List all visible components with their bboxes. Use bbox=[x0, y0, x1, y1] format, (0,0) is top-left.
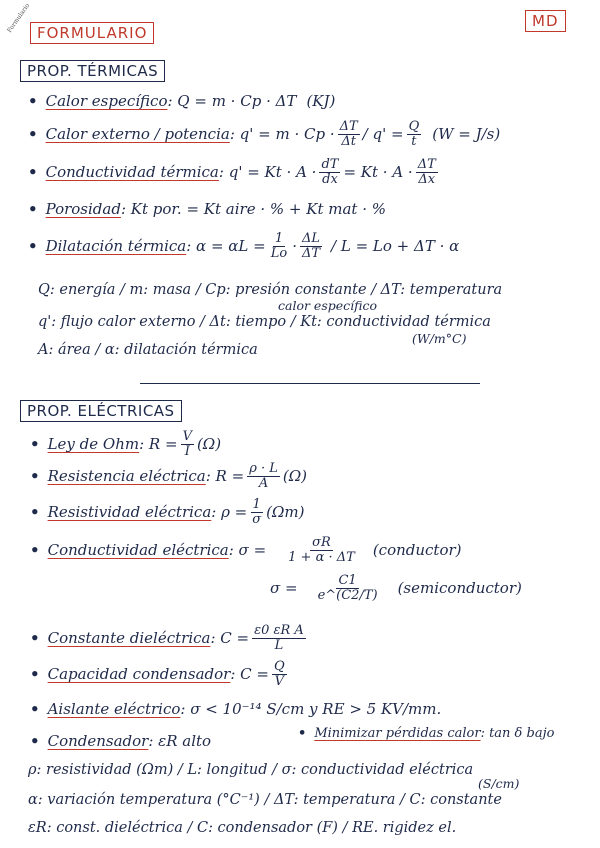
formula-note: (conductor) bbox=[372, 541, 462, 560]
legend-subnote: (W/m°C) bbox=[412, 331, 467, 346]
term-label: Calor externo / potencia bbox=[45, 125, 230, 144]
formula-expression: : q' = m · Cp · bbox=[229, 125, 335, 144]
bullet-icon: • bbox=[28, 200, 38, 218]
term-label: Porosidad bbox=[45, 200, 121, 218]
legend-line: α: variación temperatura (°C⁻¹) / ΔT: temperatura / C: constante bbox=[28, 792, 502, 808]
formula-minimizar-perdidas bbox=[298, 726, 554, 741]
fraction: $\frac{\Delta L}{\Delta T}$ bbox=[301, 231, 321, 261]
formula-expression: : C = bbox=[230, 665, 269, 684]
bullet-icon: • bbox=[30, 467, 40, 486]
fraction: $\frac{C1}{e\^{}(C2/T)}$ bbox=[317, 573, 378, 603]
bullet-icon: • bbox=[30, 700, 40, 718]
formula-expression: : tan δ bajo bbox=[480, 726, 555, 741]
bullet-icon: • bbox=[28, 125, 38, 144]
formula-expression: : σ = bbox=[228, 541, 267, 560]
formula-expression: σ = bbox=[270, 579, 298, 598]
legend-line: A: área / α: dilatación térmica bbox=[38, 342, 258, 358]
formula-ley-ohm bbox=[30, 430, 221, 458]
legend-line: ρ: resistividad (Ωm) / L: longitud / σ: conductividad eléctrica bbox=[28, 762, 474, 778]
formula-expression: : q' = Kt · A · bbox=[218, 163, 317, 182]
term-label: Calor específico bbox=[45, 92, 168, 110]
term-label: Conductividad térmica bbox=[45, 163, 219, 182]
formula-conductividad-electrica bbox=[30, 536, 462, 564]
formula-expression: : Q = m · Cp · ΔT bbox=[167, 92, 297, 110]
term-label: Aislante eléctrico bbox=[47, 700, 181, 718]
fraction: $\frac{\Delta T}{\Delta x}$ bbox=[417, 157, 436, 187]
fraction: $\frac{Q}{V}$ bbox=[274, 659, 285, 689]
formula-units: (Ω) bbox=[196, 435, 222, 454]
formula-dilatacion-termica bbox=[28, 232, 459, 260]
formula-calor-especifico bbox=[28, 92, 335, 110]
formula-conductividad-termica bbox=[28, 158, 441, 186]
term-label: Capacidad condensador bbox=[47, 665, 231, 684]
bullet-icon: • bbox=[30, 665, 40, 684]
formula-conductividad-semiconductor bbox=[270, 574, 522, 602]
formula-calor-externo bbox=[28, 120, 500, 148]
bullet-icon: • bbox=[30, 732, 40, 750]
bullet-icon: • bbox=[28, 92, 38, 110]
term-label: Ley de Ohm bbox=[47, 435, 140, 454]
term-label: Conductividad eléctrica bbox=[47, 541, 229, 560]
formula-condensador bbox=[30, 732, 211, 750]
term-label: Constante dieléctrica bbox=[47, 629, 211, 648]
fraction: $\frac{\rho \cdot L}{A}$ bbox=[249, 461, 278, 491]
formula-expression: : R = bbox=[139, 435, 178, 454]
formula-porosidad bbox=[28, 200, 386, 218]
formula-expression: : Kt por. = Kt aire · % + Kt mat · % bbox=[120, 200, 387, 218]
bullet-icon: • bbox=[30, 541, 40, 560]
formula-expression: · bbox=[292, 237, 297, 256]
bullet-icon: • bbox=[30, 503, 40, 522]
formula-resistividad bbox=[30, 498, 305, 526]
page-title: FORMULARIO bbox=[30, 22, 154, 44]
formula-expression: / q' = bbox=[362, 125, 404, 144]
section-divider bbox=[140, 383, 480, 384]
fraction: $\frac{\Delta T}{\Delta t}$ bbox=[339, 119, 358, 149]
formula-expression: = Kt · A · bbox=[343, 163, 413, 182]
formula-units: (Ωm) bbox=[266, 503, 305, 522]
bullet-icon: • bbox=[28, 163, 38, 182]
formula-constante-dielectrica bbox=[30, 624, 309, 652]
bullet-icon: • bbox=[30, 629, 40, 648]
fraction: $\frac{1}{\sigma}$ bbox=[252, 497, 262, 527]
legend-line: q': flujo calor externo / Δt: tiempo / Kt: conductividad térmica bbox=[38, 314, 491, 330]
bullet-icon: • bbox=[28, 237, 38, 256]
term-label: Resistividad eléctrica bbox=[47, 503, 212, 522]
section-heading-electrical: PROP. ELÉCTRICAS bbox=[20, 400, 182, 422]
legend-line: εR: const. dieléctrica / C: condensador (F) / RE. rigidez el. bbox=[28, 820, 457, 836]
fraction: $\frac{1}{Lo}$ bbox=[270, 231, 288, 261]
formula-expression: : ρ = bbox=[211, 503, 248, 522]
author-initials: MD bbox=[525, 10, 566, 32]
fraction: $\frac{Q}{t}$ bbox=[408, 119, 420, 149]
formula-expression: : α = αL = bbox=[186, 237, 266, 256]
fraction: $\frac{dT}{dx}$ bbox=[321, 157, 339, 187]
legend-line: Q: energía / m: masa / Cp: presión constante / ΔT: temperatura bbox=[38, 282, 503, 298]
formula-capacidad bbox=[30, 660, 290, 688]
formula-units: (KJ) bbox=[306, 92, 336, 110]
legend-subnote: (S/cm) bbox=[478, 776, 520, 791]
formula-expression: : σ < 10⁻¹⁴ S/cm y RE > 5 KV/mm. bbox=[180, 700, 442, 718]
bullet-icon: • bbox=[30, 435, 40, 454]
formula-expression: / L = Lo + ΔT · α bbox=[331, 237, 460, 256]
term-label: Dilatación térmica bbox=[45, 237, 187, 256]
corner-mark: Formulario bbox=[6, 2, 32, 35]
formula-expression: : R = bbox=[205, 467, 245, 486]
term-label: Condensador bbox=[47, 732, 149, 750]
fraction: $\frac{\text{ε0 εR A}}{L}$ bbox=[254, 623, 304, 653]
term-label: Minimizar pérdidas calor bbox=[314, 726, 481, 741]
formula-expression: : C = bbox=[210, 629, 250, 648]
term-label: Resistencia eléctrica bbox=[47, 467, 206, 486]
formula-units: (Ω) bbox=[282, 467, 308, 486]
formula-note: (semiconductor) bbox=[397, 579, 522, 598]
bullet-icon: • bbox=[298, 726, 307, 741]
fraction: $\frac{V}{I}$ bbox=[182, 429, 192, 459]
formula-units: (W = J/s) bbox=[432, 125, 501, 144]
formula-expression: : εR alto bbox=[148, 732, 212, 750]
section-heading-thermal: PROP. TÉRMICAS bbox=[20, 60, 165, 82]
formula-resistencia bbox=[30, 462, 307, 490]
fraction: $\frac{\sigma R}{1 + \alpha \cdot \Delta T}$ bbox=[288, 535, 355, 565]
legend-subnote: calor específico bbox=[278, 298, 377, 313]
formula-aislante bbox=[30, 700, 441, 718]
